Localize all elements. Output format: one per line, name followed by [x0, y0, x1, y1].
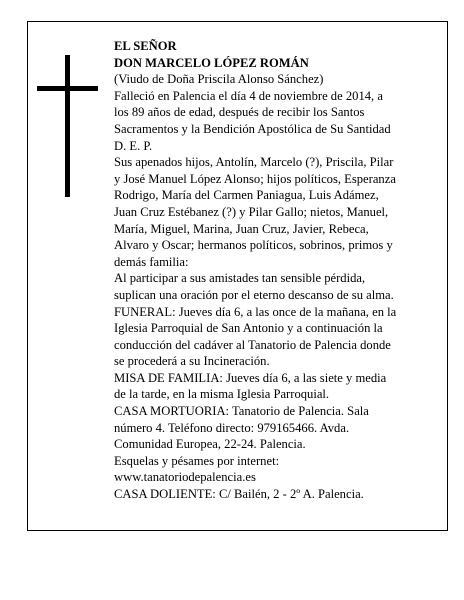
widow-note: (Viudo de Doña Priscila Alonso Sánchez) [114, 72, 324, 87]
mourning-house: CASA DOLIENTE: C/ Bailén, 2 - 2º A. Palencia. [114, 487, 364, 502]
funeral-info: FUNERAL: Jueves día 6, a las once de la mañana, en la Iglesia Parroquial de San Antonio y a continuación la conducción del cadáver al Tanatorio de Palencia donde se procederá a su Incineración. [114, 304, 397, 369]
family-list: Sus apenados hijos, Antolín, Marcelo (?), Priscila, Pilar y José Manuel López Alonso; hijos políticos, Esperanza Rodrigo, María del Carmen Paniagua, Luis Adámez, Juan Cruz Estébanez (?) y Pilar Gallo; nietos, Manuel, María, Miguel, Marina, Juan Cruz, Javier, Rebeca, Alvaro y Oscar; hermanos políticos, sobrinos, primos y demás familia: [114, 155, 396, 269]
heading-line-1: EL SEÑOR [114, 39, 177, 53]
cross-horizontal-bar [37, 86, 98, 91]
internet-condolences: Esquelas y pésames por internet: www.tanatoriodepalencia.es [114, 453, 280, 485]
cross-vertical-bar [65, 55, 70, 197]
family-mass-info: MISA DE FAMILIA: Jueves día 6, a las siete y media de la tarde, en la misma Iglesia Parroquial. [114, 370, 387, 402]
mortuary-info: CASA MORTUORIA: Tanatorio de Palencia. Sala número 4. Teléfono directo: 979165466. Avda. Comunidad Europea, 22-24. Palencia. [114, 404, 369, 452]
obituary-text [114, 38, 398, 503]
prayer-request: Al participar a sus amistades tan sensible pérdida, suplican una oración por el eterno descanso de su alma. [114, 271, 394, 302]
death-notice: Falleció en Palencia el día 4 de noviembre de 2014, a los 89 años de edad, después de recibir los Santos Sacramentos y la Bendición Apostólica de Su Santidad D. E. P. [114, 88, 391, 153]
heading-name: DON MARCELO LÓPEZ ROMÁN [114, 55, 309, 70]
